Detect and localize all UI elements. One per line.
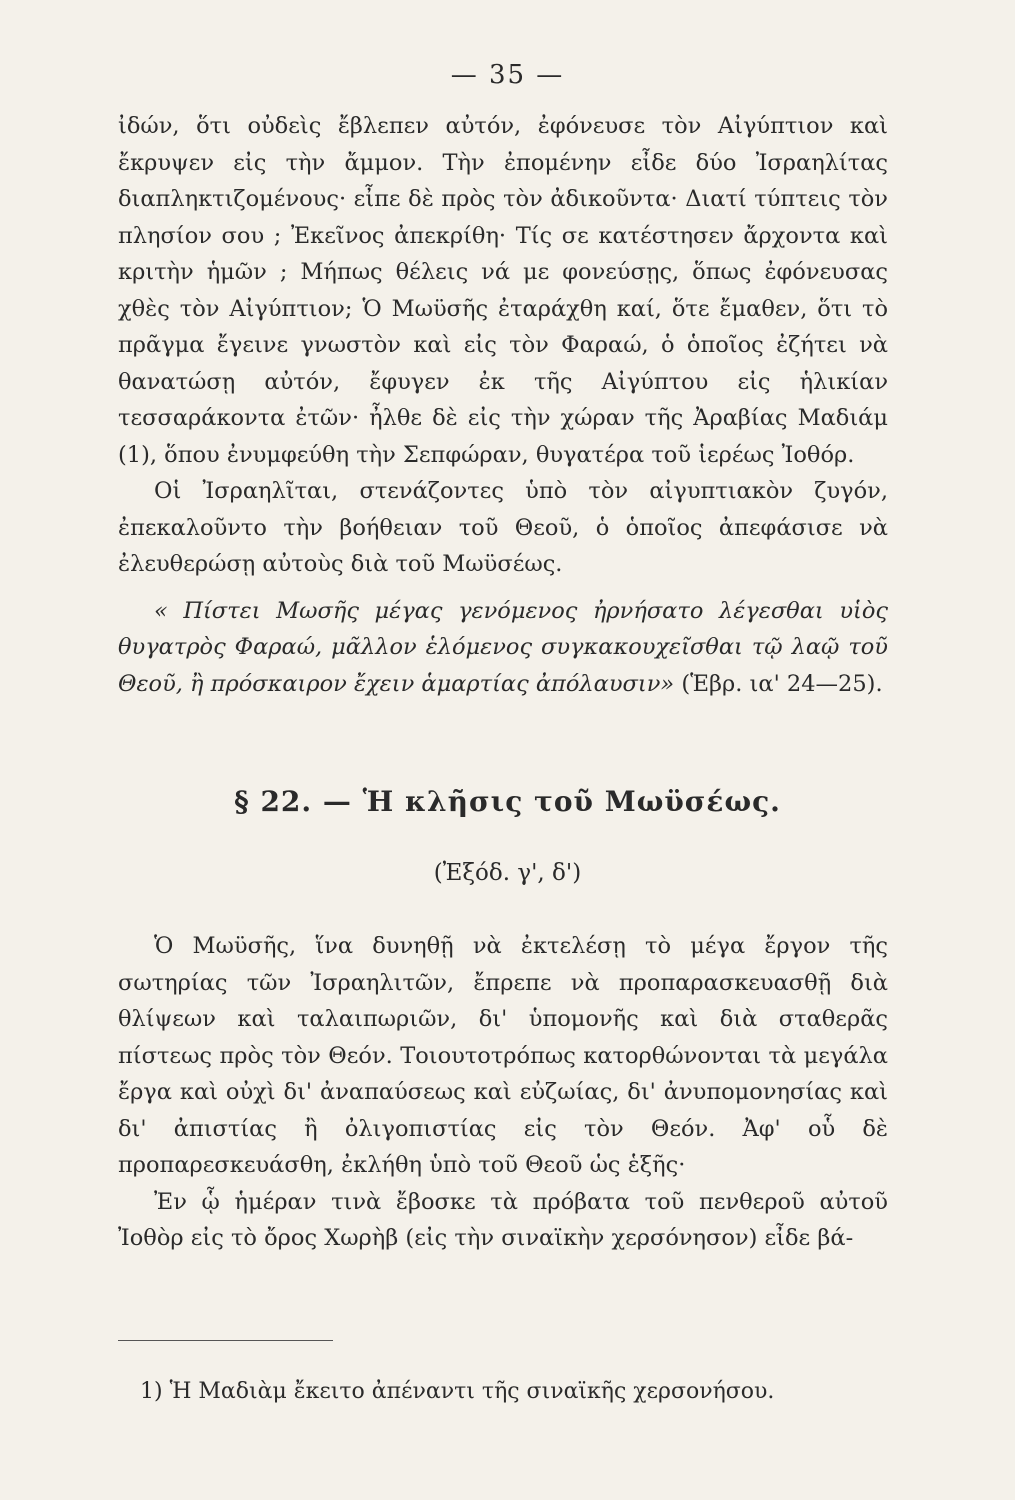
paragraph-4: Ἐν ᾧ ἡμέραν τινὰ ἔβοσκε τὰ πρόβατα τοῦ πενθεροῦ αὐτοῦ Ἰοθὸρ εἰς τὸ ὄρος Χωρὴβ (εἰς τὴν σιναϊκὴν χερσόνησον) εἶδε βά-: [118, 1188, 888, 1251]
quote-reference: (Ἑβρ. ια' 24—25).: [681, 670, 883, 697]
quote-text: « Πίστει Μωσῆς μέγας γενόμενος ἠρνήσατο λέγεσθαι υἱὸς θυγατρὸς Φαραώ, μᾶλλον ἑλόμενος συγκακουχεῖσθαι τῷ λαῷ τοῦ Θεοῦ, ἢ πρόσκαιρον ἔχειν ἁμαρτίας ἀπόλαυσιν»: [118, 597, 888, 697]
paragraph-1: ἰδών, ὅτι οὐδεὶς ἔβλεπεν αὐτόν, ἐφόνευσε τὸν Αἰγύπτιον καὶ ἔκρυψεν εἰς τὴν ἄμμον. Τὴν ἐπομένην εἶδε δύο Ἰσραηλίτας διαπληκτιζομένους· εἶπε δὲ πρὸς τὸν ἀδικοῦντα· Διατί τύπτεις τὸν πλησίον σου ; Ἐκεῖνος ἀπεκρίθη· Τίς σε κατέστησεν ἄρχοντα καὶ κριτὴν ἡμῶν ; Μήπως θέλεις νά με φονεύσῃς, ὅπως ἐφόνευσας χθὲς τὸν Αἰγύπτιον; Ὁ Μωϋσῆς ἐταράχθη καί, ὅτε ἔμαθεν, ὅτι τὸ πρᾶγμα ἔγεινε γνωστὸν καὶ εἰς τὸν Φαραώ, ὁ ὁποῖος ἐζήτει νὰ θανατώσῃ αὐτόν, ἔφυγεν ἐκ τῆς Αἰγύπτου εἰς ἡλικίαν τεσσαράκοντα ἐτῶν· ἦλθε δὲ εἰς τὴν χώραν τῆς Ἀραβίας Μαδιάμ (1), ὅπου ἐνυμφεύθη τὴν Σεπφώραν, θυγατέρα τοῦ ἱερέως Ἰοθόρ.: [118, 113, 888, 468]
section-heading: § 22. — Ἡ κλῆσις τοῦ Μωϋσέως.: [234, 785, 781, 818]
text-block-top: [118, 108, 888, 702]
paragraph-3: Ὁ Μωϋσῆς, ἵνα δυνηθῇ νὰ ἐκτελέσῃ τὸ μέγα ἔργον τῆς σωτηρίας τῶν Ἰσραηλιτῶν, ἔπρεπε νὰ προπαρασκευασθῇ διὰ θλίψεων καὶ ταλαιπωριῶν, δι' ὑπομονῆς καὶ διὰ σταθερᾶς πίστεως πρὸς τὸν Θεόν. Τοιουτοτρόπως κατορθώνονται τὰ μεγάλα ἔργα καὶ οὐχὶ δι' ἀναπαύσεως καὶ εὐζωίας, δι' ἀνυπομονησίας καὶ δι' ἀπιστίας ἢ ὀλιγοπιστίας εἰς τὸν Θεόν. Ἀφ' οὗ δὲ προπαρεσκευάσθη, ἐκλήθη ὑπὸ τοῦ Θεοῦ ὡς ἑξῆς·: [118, 933, 888, 1178]
scripture-quote: [118, 593, 888, 703]
text-block-bottom: [118, 928, 888, 1257]
footnote: 1) Ἡ Μαδιὰμ ἔκειτο ἀπέναντι τῆς σιναϊκῆς χερσονήσου.: [140, 1379, 775, 1404]
page-number: — 35 —: [450, 60, 565, 90]
paragraph-2: Οἱ Ἰσραηλῖται, στενάζοντες ὑπὸ τὸν αἰγυπτιακὸν ζυγόν, ἐπεκαλοῦντο τὴν βοήθειαν τοῦ Θεοῦ, ὁ ὁποῖος ἀπεφάσισε νὰ ἐλευθερώσῃ αὐτοὺς διὰ τοῦ Μωϋσέως.: [118, 478, 888, 577]
footnote-divider: [118, 1340, 333, 1341]
section-reference: (Ἐξόδ. γ', δ'): [433, 860, 582, 886]
